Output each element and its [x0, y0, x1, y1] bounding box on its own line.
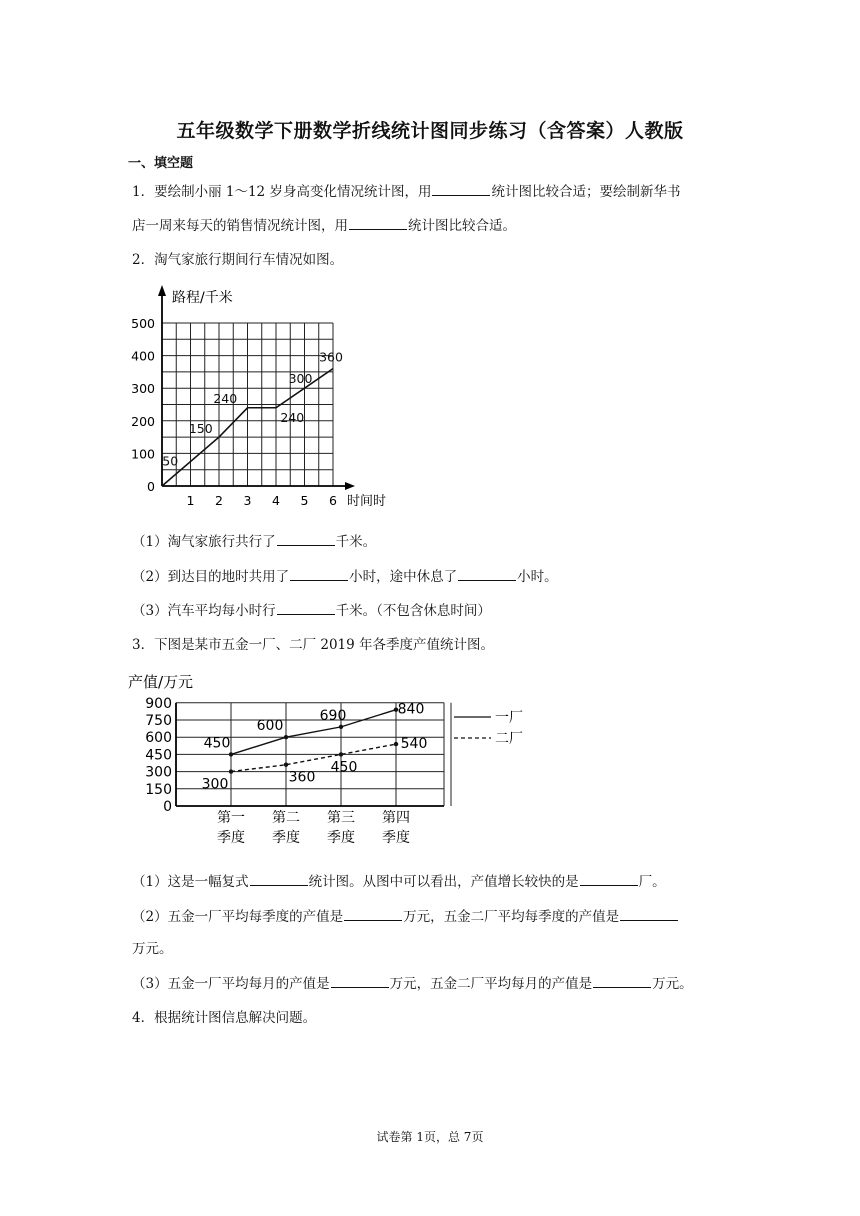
question-2-part-1	[132, 530, 376, 550]
answer-blank[interactable]	[593, 975, 651, 988]
q1-text: 1．要绘制小丽 1～12 岁身高变化情况统计图，用	[132, 184, 432, 200]
x-tick-label: 第二	[272, 810, 300, 826]
data-label: 360	[288, 769, 316, 786]
question-2-part-3	[132, 599, 491, 619]
answer-blank[interactable]	[344, 908, 402, 921]
y-tick-label: 100	[131, 446, 155, 462]
x-tick-label: 第三	[327, 810, 355, 826]
data-point	[284, 763, 288, 767]
answer-blank[interactable]	[277, 533, 335, 546]
y-tick-label: 200	[131, 413, 155, 429]
question-1-line-1	[132, 180, 680, 200]
q3-text: 万元，五金二厂平均每季度的产值是	[403, 909, 620, 925]
question-3-part-1	[132, 870, 666, 890]
data-label: 150	[188, 421, 213, 437]
x-axis-title: 时间时	[347, 494, 387, 509]
q3-text: （2）五金一厂平均每季度的产值是	[132, 909, 344, 925]
data-label: 300	[201, 776, 229, 793]
data-point	[339, 752, 343, 756]
y-tick-label: 300	[145, 764, 172, 781]
q3-text: （3）五金一厂平均每月的产值是	[132, 976, 330, 992]
x-tick-label: 6	[329, 493, 337, 508]
y-tick-label: 900	[145, 695, 172, 712]
q3-text: 万元，五金二厂平均每月的产值是	[389, 976, 593, 992]
answer-blank[interactable]	[277, 602, 335, 615]
y-axis-title: 产值/万元	[128, 673, 194, 691]
question-2-stem: 2．淘气家旅行期间行车情况如图。	[132, 252, 344, 268]
x-tick-label: 第一	[217, 810, 245, 826]
series-line-2	[231, 744, 396, 772]
question-3-stem: 3．下图是某市五金一厂、二厂 2019 年各季度产值统计图。	[132, 637, 495, 653]
legend-label: 二厂	[495, 731, 523, 747]
q3-text: 统计图。从图中可以看出，产值增长较快的是	[308, 874, 579, 890]
x-tick-label: 季度	[327, 830, 355, 846]
question-4-stem: 4．根据统计图信息解决问题。	[132, 1010, 317, 1026]
q2-text: 千米。（不包含休息时间）	[335, 603, 491, 619]
page-footer: 试卷第 1页，总 7页	[376, 1130, 484, 1144]
q2-text: 小时。	[517, 569, 558, 585]
q2-text: 小时，途中休息了	[349, 569, 458, 585]
q3-text: （1）这是一幅复式	[132, 874, 249, 890]
data-label: 300	[288, 371, 313, 387]
question-3-part-3	[132, 972, 693, 992]
answer-blank[interactable]	[290, 568, 348, 581]
distance-time-chart	[124, 280, 414, 510]
data-point	[339, 725, 343, 729]
data-label: 450	[203, 735, 231, 752]
data-label: 540	[400, 736, 428, 753]
section-heading: 一、填空题	[128, 156, 194, 171]
page-title: 五年级数学下册数学折线统计图同步练习（含答案）人教版	[176, 120, 684, 142]
quarterly-output-chart	[124, 665, 544, 855]
answer-blank[interactable]	[580, 873, 638, 886]
q2-text: （1）淘气家旅行共行了	[132, 534, 276, 550]
data-point	[229, 769, 233, 773]
x-tick-label: 5	[300, 493, 309, 508]
data-label: 360	[319, 349, 343, 365]
y-tick-label: 0	[163, 799, 172, 815]
x-tick-label: 季度	[272, 830, 300, 846]
x-tick-label: 2	[215, 493, 223, 508]
y-tick-label: 600	[145, 730, 172, 747]
x-tick-label: 季度	[217, 830, 245, 846]
data-point	[284, 735, 288, 739]
y-tick-label: 0	[147, 479, 155, 494]
question-1-line-2	[132, 214, 516, 234]
question-3-part-2-cont: 万元。	[132, 941, 173, 957]
legend-label: 一厂	[495, 710, 523, 726]
q1-text: 统计图比较合适；要绘制新华书	[491, 184, 681, 200]
answer-blank[interactable]	[331, 975, 389, 988]
x-tick-label: 4	[272, 493, 280, 508]
question-3-part-2	[132, 905, 679, 925]
y-axis-title: 路程/千米	[172, 290, 233, 306]
y-tick-label: 750	[145, 713, 172, 729]
data-point	[394, 742, 398, 746]
y-tick-label: 500	[131, 316, 155, 331]
x-tick-label: 3	[243, 493, 252, 508]
data-label: 450	[330, 759, 358, 776]
y-tick-label: 150	[145, 781, 172, 798]
q3-text: 厂。	[638, 874, 666, 890]
answer-blank[interactable]	[432, 183, 490, 196]
q2-text: 千米。	[335, 534, 377, 550]
x-tick-label: 1	[186, 493, 195, 508]
x-tick-label: 季度	[382, 830, 410, 846]
question-2-part-2	[132, 565, 558, 585]
data-label: 840	[397, 701, 425, 718]
data-label: 50	[162, 453, 179, 469]
answer-blank[interactable]	[620, 908, 678, 921]
data-label: 600	[256, 718, 284, 735]
x-axis-arrow	[345, 482, 355, 490]
data-point	[229, 752, 233, 756]
y-axis-arrow	[158, 285, 166, 296]
y-tick-label: 400	[131, 348, 155, 364]
q1-text: 统计图比较合适。	[408, 218, 516, 234]
data-label: 240	[280, 409, 305, 425]
q2-text: （2）到达目的地时共用了	[132, 569, 290, 585]
q2-text: （3）汽车平均每小时行	[132, 603, 276, 619]
y-tick-label: 450	[145, 747, 172, 764]
y-tick-label: 300	[131, 381, 155, 397]
q1-text: 店一周来每天的销售情况统计图，用	[132, 218, 348, 234]
data-label: 690	[319, 707, 347, 724]
q3-text: 万元。	[652, 976, 693, 992]
x-tick-label: 第四	[382, 810, 410, 826]
answer-blank[interactable]	[458, 568, 516, 581]
answer-blank[interactable]	[250, 873, 308, 886]
answer-blank[interactable]	[349, 217, 407, 230]
data-label: 240	[213, 390, 238, 406]
